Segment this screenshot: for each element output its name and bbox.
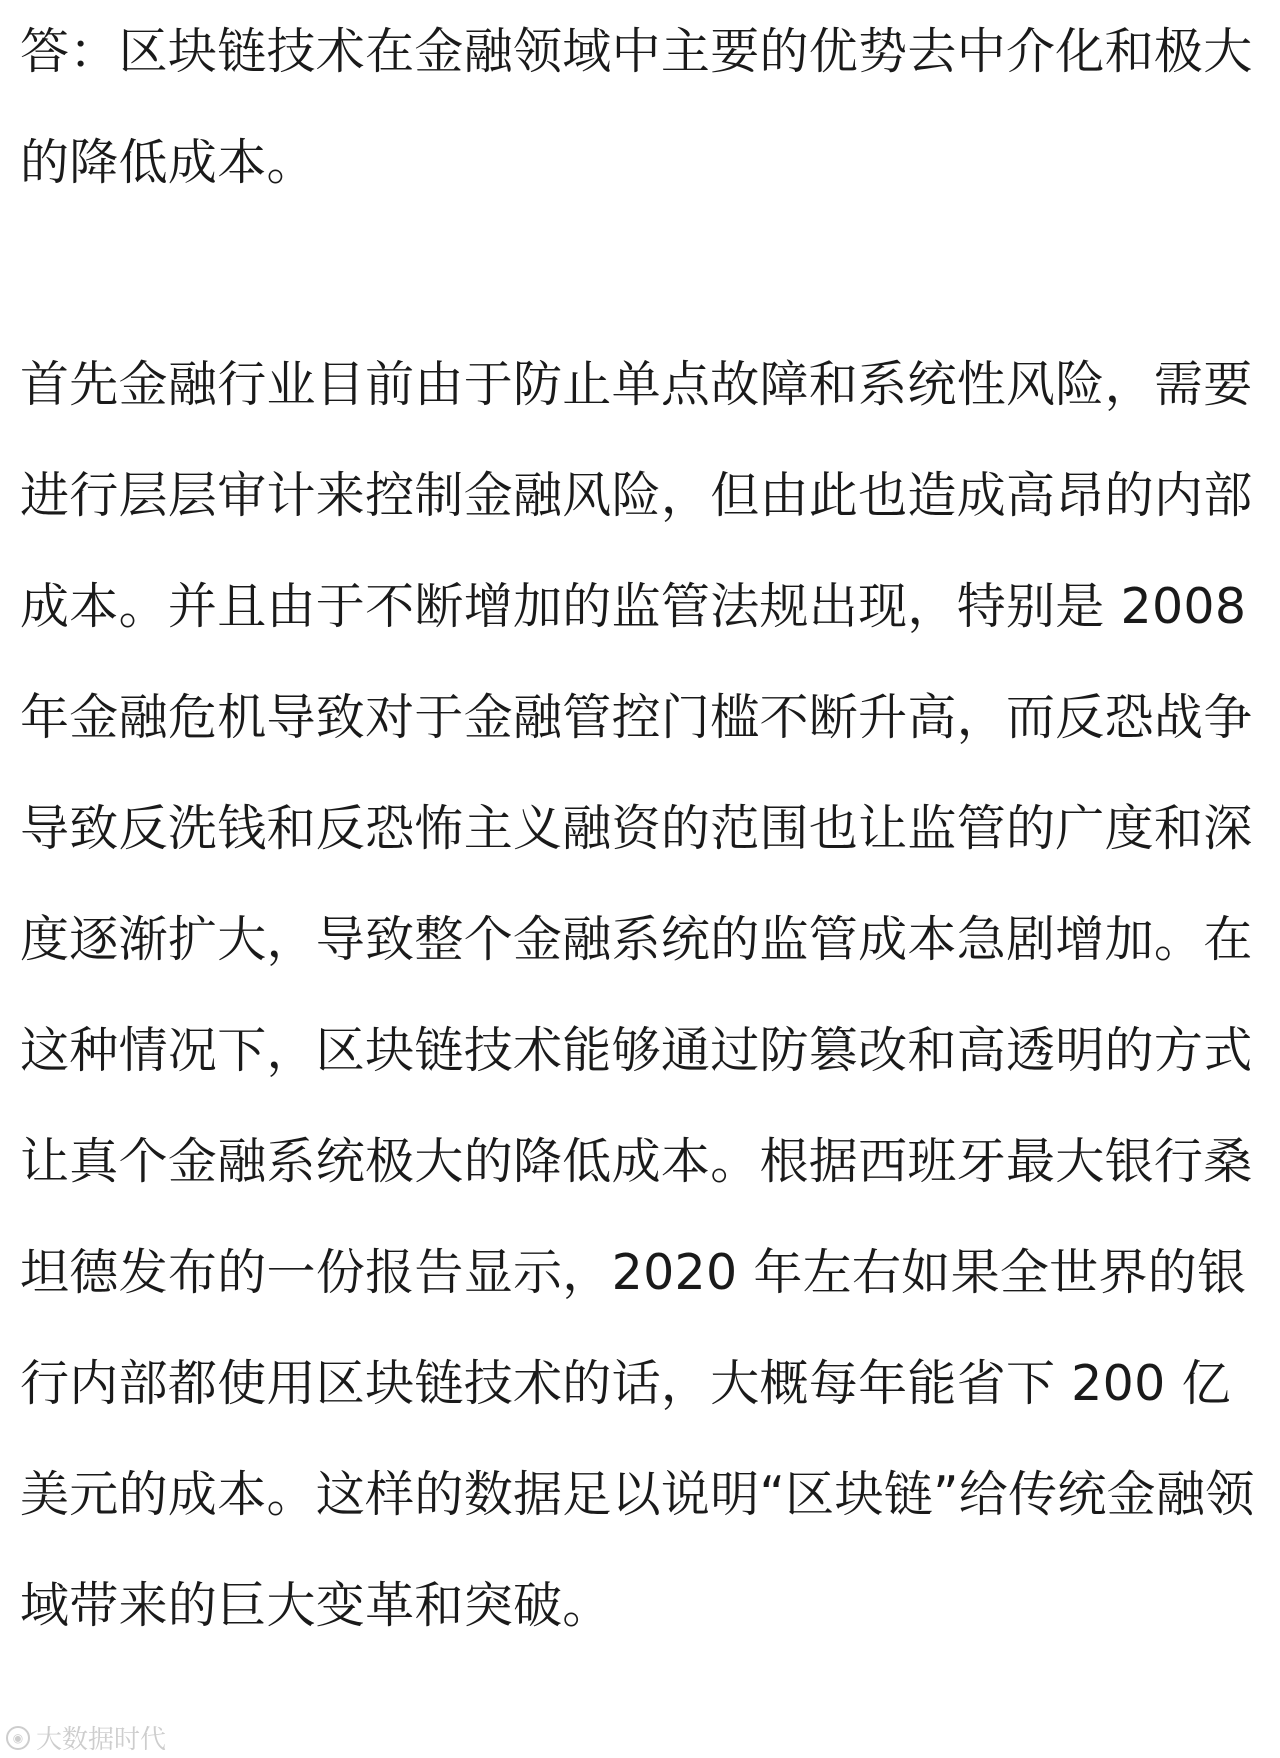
weibo-logo-icon: ◉ xyxy=(6,1726,30,1750)
body-paragraph: 首先金融行业目前由于防止单点故障和系统性风险，需要进行层层审计来控制金融风险，但由此也造成高昂的内部成本。并且由于不断增加的监管法规出现，特别是 2008 年金融危机导致对于金融管控门槛不断升高，而反恐战争导致反洗钱和反恐怖主义融资的范围也让监管的广度和深度逐渐扩大，导致整个金融系统的监管成本急剧增加。在这种情况下，区块链技术能够通过防篡改和高透明的方式让真个金融系统极大的降低成本。根据西班牙最大银行桑坦德发布的一份报告显示，2020 年左右如果全世界的银行内部都使用区块链技术的话，大概每年能省下 200 亿美元的成本。这样的数据足以说明“区块链”给传统金融领域带来的巨大变革和突破。 xyxy=(20,356,1263,1634)
answer-paragraph: 答：区块链技术在金融领域中主要的优势去中介化和极大的降低成本。 xyxy=(20,23,1253,191)
watermark-text: 大数据时代 xyxy=(36,1725,167,1755)
watermark xyxy=(6,1719,166,1756)
